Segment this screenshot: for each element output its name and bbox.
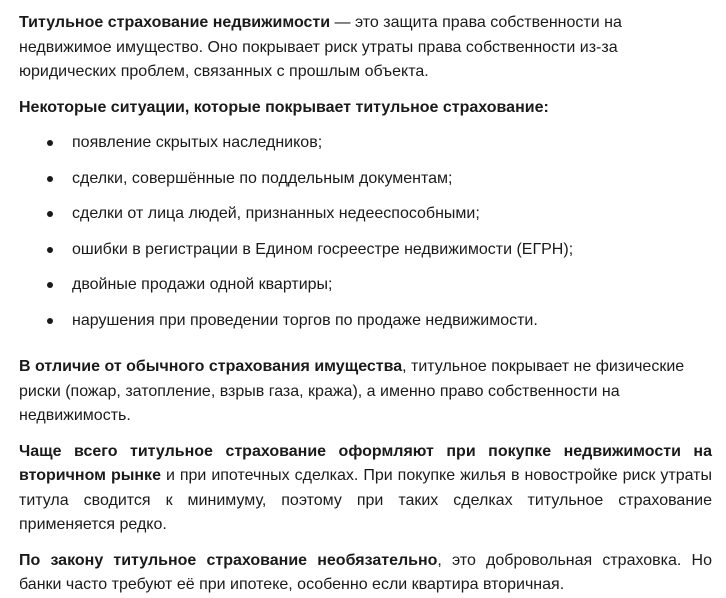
comparison-bold-term: В отличие от обычного страхования имущества [19,358,403,375]
intro-bold-term: Титульное страхование недвижимости [19,14,331,31]
list-item-text: ошибки в регистрации в Едином госреестре недвижимости (ЕГРН); [72,240,574,258]
list-item-text: двойные продажи одной квартиры; [72,276,333,293]
comparison-text: , титульное покрывает не физические риски (пожар, затопление, взрыв газа, кража), а именно право собственности на недвижимость. [19,358,685,424]
legal-paragraph [19,549,712,598]
list-item-text: сделки, совершённые по поддельным документам; [72,169,453,187]
bullet-icon [47,247,53,253]
intro-paragraph [19,11,712,85]
list-item [19,309,712,345]
usage-text: и при ипотечных сделках. При покупке жилья в новостройке риск утраты титула сводится к минимуму, поэтому при таких сделках титульное страхование применяется редко. [19,467,713,533]
situations-list [19,131,712,344]
list-item-text: сделки от лица людей, признанных недееспособными; [72,205,480,222]
list-item [19,273,712,309]
comparison-paragraph [19,355,712,429]
intro-text: — это защита права собственности на недвижимое имущество. Оно покрывает риск утраты права собственности из-за юридических проблем, связанных с прошлым объекта. [19,14,622,80]
bullet-icon [47,318,53,324]
bullet-icon [47,176,53,182]
list-item [19,202,712,238]
list-item [19,238,712,274]
bullet-icon [47,282,53,288]
bullet-icon [47,140,53,146]
list-item-text: нарушения при проведении торгов по продаже недвижимости. [72,311,538,329]
usage-paragraph [19,440,712,538]
usage-bold-term: Чаще всего титульное страхование оформляют при покупке недвижимости на вторичном рынке [19,442,712,484]
bullet-icon [47,211,53,217]
list-item [19,167,712,203]
legal-text: , это добровольная страховка. Но банки часто требуют её при ипотеке, особенно если квартира вторичная. [19,551,712,593]
list-item [19,131,712,167]
legal-bold-term: По закону титульное страхование необязательно [19,551,438,569]
list-item-text: появление скрытых наследников; [72,134,323,151]
list-heading [19,96,712,121]
list-heading-text: Некоторые ситуации, которые покрывает титульное страхование: [19,98,549,116]
